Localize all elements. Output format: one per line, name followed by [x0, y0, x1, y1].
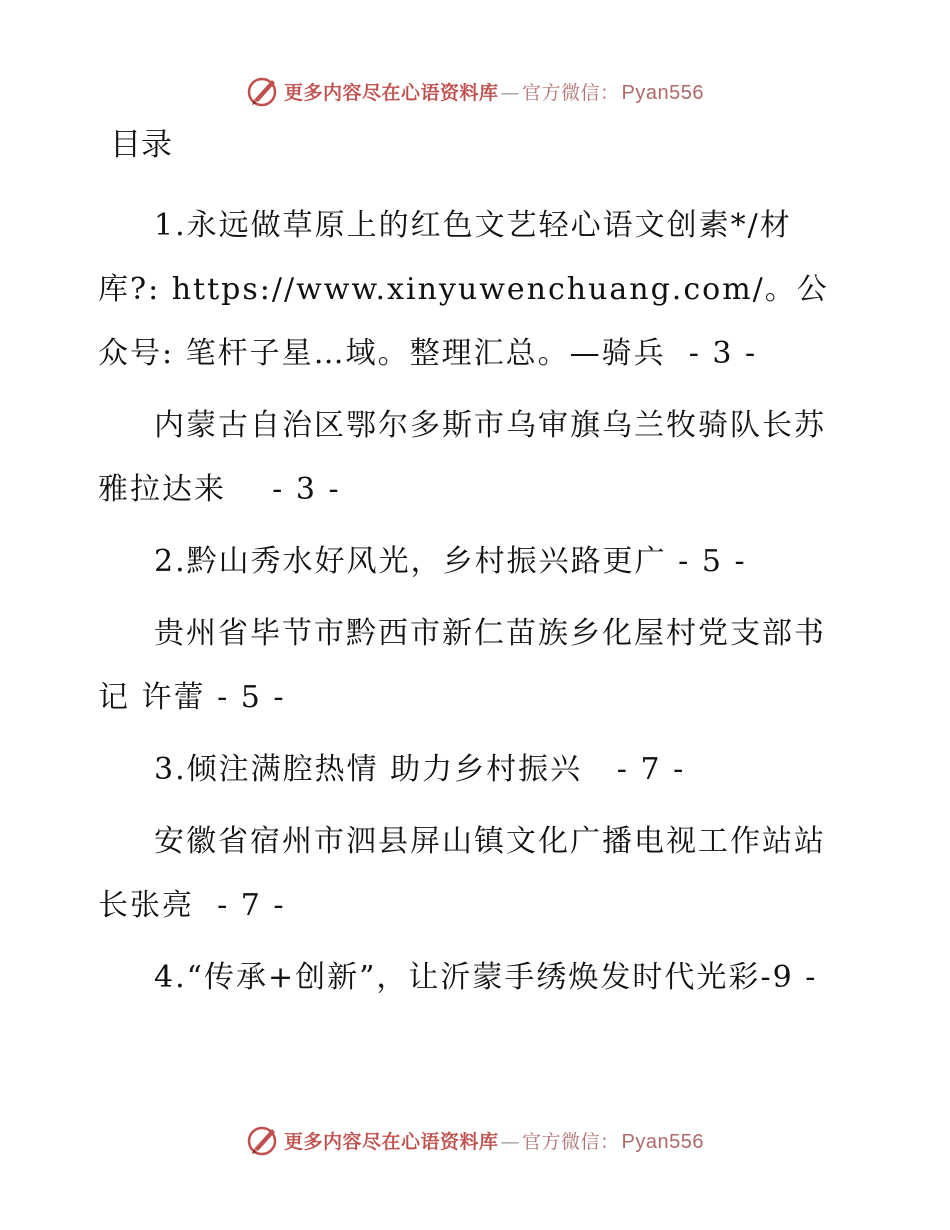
toc-entry-text: 安徽省宿州市泗县屏山镇文化广播电视工作站站长张亮 [98, 824, 826, 923]
footer-banner [0, 1120, 950, 1160]
banner-separator: — [500, 81, 521, 104]
toc-entry-page: - 7 - [194, 888, 286, 923]
banner-wechat-label: 官方微信： [522, 1130, 620, 1153]
toc-entry[interactable] [98, 530, 838, 594]
header-banner [0, 71, 950, 111]
toc-entry-text: 3.倾注满腔热情 助力乡村振兴 [154, 752, 583, 787]
toc-entry-text: 2.黔山秀水好风光，乡村振兴路更广 [154, 544, 667, 579]
banner-slogan: 更多内容尽在心语资料库 [284, 1130, 499, 1153]
banner-text [284, 78, 704, 105]
toc-entry[interactable] [98, 194, 838, 386]
table-of-contents [98, 194, 838, 1018]
banner-wechat-id: Pyan556 [621, 81, 704, 104]
quill-pen-icon [246, 74, 280, 108]
page-title: 目录 [110, 127, 172, 163]
toc-entry-page: - 3 - [226, 472, 341, 507]
banner-wechat-label: 官方微信： [522, 81, 620, 104]
banner-text [284, 1127, 704, 1154]
toc-entry[interactable] [98, 602, 838, 730]
toc-entry-text: 1.永远做草原上的红色文艺轻心语文创素*/材库?: https://www.xinyuwenchuang.com/。公众号: 笔杆子星…域。整理汇总。—骑兵 [98, 208, 829, 371]
banner-separator: — [500, 1130, 521, 1153]
quill-pen-icon [246, 1123, 280, 1157]
banner-slogan: 更多内容尽在心语资料库 [284, 81, 499, 104]
toc-entry-page: -9 - [760, 960, 818, 995]
toc-entry[interactable] [98, 738, 838, 802]
toc-entry[interactable] [98, 946, 838, 1010]
toc-entry-page: - 3 - [665, 336, 758, 371]
toc-entry-page: - 7 - [582, 752, 686, 787]
toc-entry-text: 贵州省毕节市黔西市新仁苗族乡化屋村党支部书记 许蕾 [98, 616, 826, 715]
banner-wechat-id: Pyan556 [621, 1130, 704, 1153]
toc-entry[interactable] [98, 394, 838, 522]
toc-entry-page: - 5 - [666, 544, 747, 579]
toc-entry[interactable] [98, 810, 838, 938]
toc-entry-text: 4.“传承+创新”，让沂蒙手绣焕发时代光彩 [154, 960, 761, 995]
toc-entry-page: - 5 - [205, 680, 286, 715]
toc-entry-text: 内蒙古自治区鄂尔多斯市乌审旗乌兰牧骑队长苏雅拉达来 [98, 408, 826, 507]
